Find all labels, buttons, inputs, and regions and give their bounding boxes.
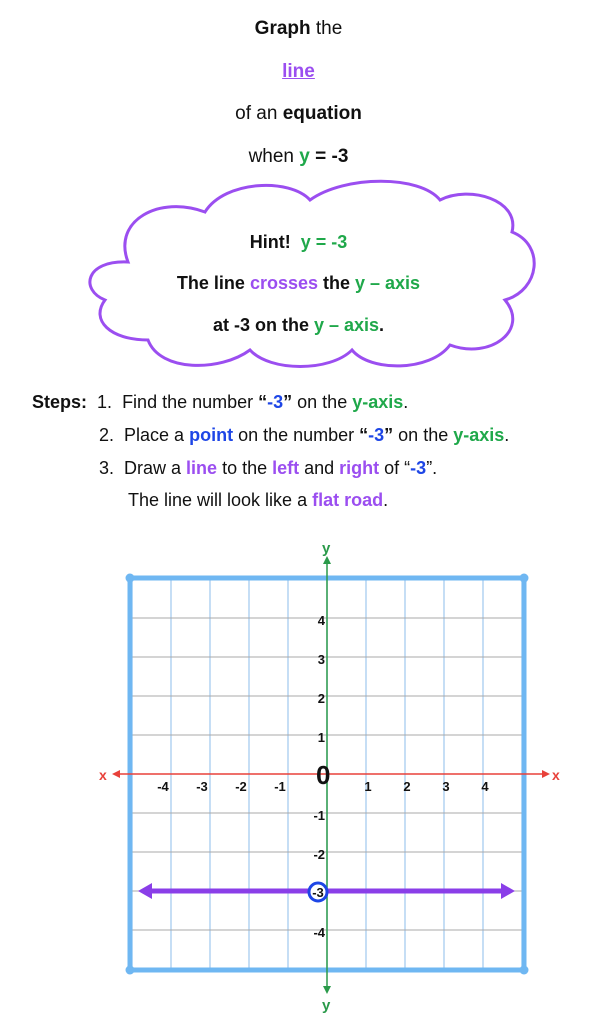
y-tick-label: 1 [317,730,325,745]
hint-text-c: the [318,273,356,293]
step-1-end: . [403,392,409,412]
x-axis-label-right: x [552,767,560,783]
y-tick-label: -4 [313,925,325,940]
hint-text-at: at -3 on the [212,315,314,335]
x-tick-label: -4 [157,779,169,794]
y-tick-label: -1 [313,808,325,823]
title-equals: = -3 [309,146,349,167]
hint-text-a: The line [176,273,250,293]
x-tick-label: 1 [364,779,372,794]
graph-corner-dot [126,574,135,583]
y-tick-label: -2 [313,847,325,862]
step-2-end: . [504,425,510,445]
y-tick-label: 3 [317,652,325,667]
hint-y-axis: y – axis [355,273,421,293]
graph-corner-dot [520,966,529,975]
step-4-text: The line will look like a [128,490,313,510]
graph-corner-dot [520,574,529,583]
point-label: -3 [312,885,324,900]
x-tick-label: 2 [403,779,411,794]
step-3-line: line [186,458,218,478]
step-2-quote-close: ” [384,425,394,445]
title-of-an: of an [235,103,283,124]
graphed-line-arrow-right [501,883,515,899]
origin-label: 0 [316,760,331,790]
title-graph: Graph [254,18,311,39]
step-1-axis: y-axis [352,392,404,412]
step-2-value: -3 [368,425,385,445]
step-2-quote-open: “ [359,425,369,445]
step-2-text: Place a [124,425,190,445]
step-3-right: right [339,458,380,478]
x-axis-arrow-left [112,770,120,778]
x-tick-label: 3 [442,779,450,794]
y-axis-arrow-bottom [323,986,331,994]
step-1-text: Find the number [122,392,259,412]
hint-equation: y = -3 [300,232,348,252]
x-tick-label: 4 [481,779,489,794]
step-2-number: 2. [99,425,115,445]
step-4-end: . [383,490,389,510]
title-when: when [248,146,300,167]
hint-label: Hint! [249,232,291,252]
step-1-quote-close: ” [283,392,293,412]
step-3-of: of “ [379,458,411,478]
step-1-quote-open: “ [258,392,268,412]
step-2-on-the: on the [393,425,454,445]
steps-label: Steps: [32,392,88,412]
step-1-value: -3 [267,392,284,412]
step-1-on-the: on the [292,392,353,412]
step-3-value: -3 [410,458,427,478]
graph-corner-dot [126,966,135,975]
step-3-text: Draw a [124,458,187,478]
y-tick-label: 2 [317,691,325,706]
step-3-number: 3. [99,458,115,478]
x-tick-label: -3 [196,779,208,794]
step-3-end: ”. [426,458,438,478]
hint-period: . [379,315,385,335]
step-3-left: left [272,458,300,478]
x-axis-label-left: x [99,767,107,783]
graphed-line-arrow-left [138,883,152,899]
step-2-point: point [189,425,234,445]
step-1-number: 1. [97,392,113,412]
x-tick-label: -1 [274,779,286,794]
y-axis-label-bottom: y [322,997,331,1014]
step-4-flat-road: flat road [312,490,384,510]
step-2-text-b: on the number [233,425,360,445]
x-axis-arrow-right [542,770,550,778]
y-axis-label-top: y [322,540,331,557]
hint-y-axis-2: y – axis [313,315,380,335]
step-3-and: and [299,458,340,478]
title-line-word: line [282,61,315,82]
step-2-axis: y-axis [453,425,505,445]
y-axis-arrow-top [323,556,331,564]
hint-crosses: crosses [249,273,318,293]
title-y: y [299,146,310,167]
title-equation: equation [282,103,362,124]
title-the: the [310,18,343,39]
y-tick-label: 4 [317,613,325,628]
x-tick-label: -2 [235,779,247,794]
step-3-to-the: to the [217,458,273,478]
